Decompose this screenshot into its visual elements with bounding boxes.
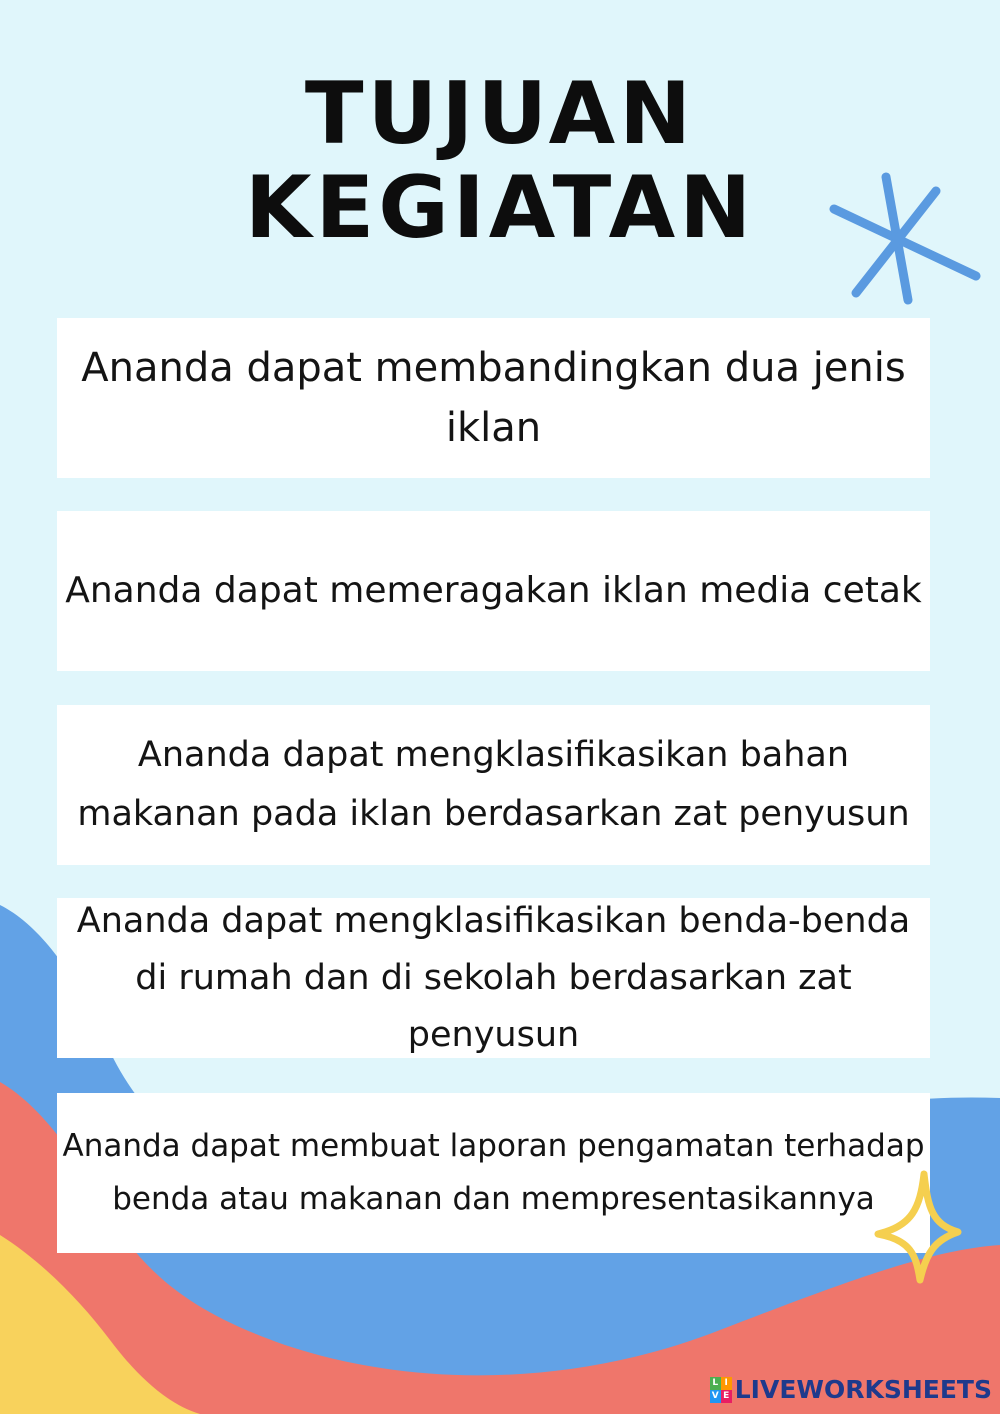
badge-letter-e: E (721, 1390, 732, 1403)
objective-text-2: Ananda dapat memeragakan iklan media cetak (65, 570, 922, 611)
badge-letter-i: I (721, 1377, 732, 1390)
objective-card-2 (57, 511, 930, 671)
objective-card-4 (57, 898, 930, 1058)
brand-name: LIVEWORKSHEETS (734, 1375, 992, 1404)
badge-letter-v: V (710, 1390, 721, 1403)
objective-text-4: Ananda dapat mengklasifikasikan benda-benda di rumah dan di sekolah berdasarkan zat penyusun (76, 900, 911, 1055)
objective-card-5 (57, 1093, 930, 1253)
page-title-line-2: KEGIATAN (244, 158, 756, 258)
liveworksheets-logo-icon (710, 1377, 732, 1403)
objective-text-1: Ananda dapat membandingkan dua jenis iklan (81, 345, 906, 451)
page-title-line-1: TUJUAN (304, 64, 696, 164)
objective-text-5: Ananda dapat membuat laporan pengamatan terhadap benda atau makanan dan mempresentasikannya (62, 1128, 925, 1217)
objective-text-3: Ananda dapat mengklasifikasikan bahan makanan pada iklan berdasarkan zat penyusun (77, 735, 910, 834)
objective-card-1 (57, 318, 930, 478)
sparkle-icon (872, 1168, 962, 1286)
objective-card-3 (57, 705, 930, 865)
badge-letter-l: L (710, 1377, 721, 1390)
liveworksheets-logo[interactable] (710, 1375, 992, 1404)
